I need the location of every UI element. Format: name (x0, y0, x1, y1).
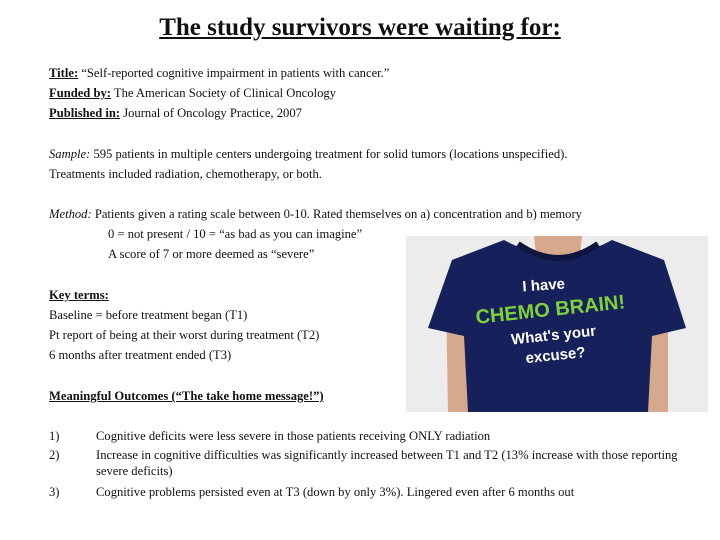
published-value: Journal of Oncology Practice, 2007 (123, 106, 302, 120)
key-term-2: Pt report of being at their worst during treatment (T2) (49, 328, 320, 342)
shirt-text-1: I have (521, 275, 566, 296)
sample-line-1 (49, 144, 567, 164)
sample-text-1: 595 patients in multiple centers undergoing treatment for solid tumors (locations unspecified). (93, 147, 568, 161)
key-term-1: Baseline = before treatment began (T1) (49, 308, 248, 322)
outcome-number-2: 2) (49, 448, 60, 462)
chemo-brain-shirt-photo (406, 236, 708, 412)
shirt-text-3: What's your (510, 322, 597, 349)
study-title-line (49, 63, 389, 83)
published-label: Published in: (49, 106, 121, 120)
funded-label: Funded by: (49, 86, 111, 100)
outcome-text-1: Cognitive deficits were less severe in those patients receiving ONLY radiation (96, 429, 491, 443)
sample-label: Sample: (49, 147, 91, 161)
shirt-text-2: CHEMO BRAIN! (474, 291, 627, 329)
title-value: “Self-reported cognitive impairment in patients with cancer.” (81, 66, 390, 80)
method-text-1: Patients given a rating scale between 0-10. Rated themselves on a) concentration and b) memory (94, 207, 582, 221)
method-line-2: 0 = not present / 10 = “as bad as you can imagine” (108, 227, 363, 241)
published-line (49, 103, 302, 123)
title-label: Title: (49, 66, 79, 80)
sample-line-2: Treatments included radiation, chemotherapy, or both. (49, 167, 322, 181)
key-terms-heading: Key terms: (49, 288, 109, 302)
outcome-text-2: Increase in cognitive difficulties was significantly increased between T1 and T2 (13% increase with those reporting severe deficits) (96, 448, 678, 478)
method-label: Method: (49, 207, 92, 221)
method-line-3: A score of 7 or more deemed as “severe” (108, 247, 315, 261)
outcome-number-3: 3) (49, 485, 60, 499)
outcome-number-1: 1) (49, 429, 60, 443)
slide-title: The study survivors were waiting for: (159, 14, 561, 41)
funded-value: The American Society of Clinical Oncology (113, 86, 336, 100)
method-line-1 (49, 204, 582, 224)
funded-line (49, 83, 336, 103)
outcome-text-3: Cognitive problems persisted even at T3 (down by only 3%). Lingered even after 6 months out (96, 485, 575, 499)
outcomes-heading: Meaningful Outcomes (“The take home message!”) (49, 389, 324, 403)
shirt-text-4: excuse? (524, 343, 587, 368)
shirt-illustration (406, 236, 708, 412)
key-term-3: 6 months after treatment ended (T3) (49, 348, 232, 362)
